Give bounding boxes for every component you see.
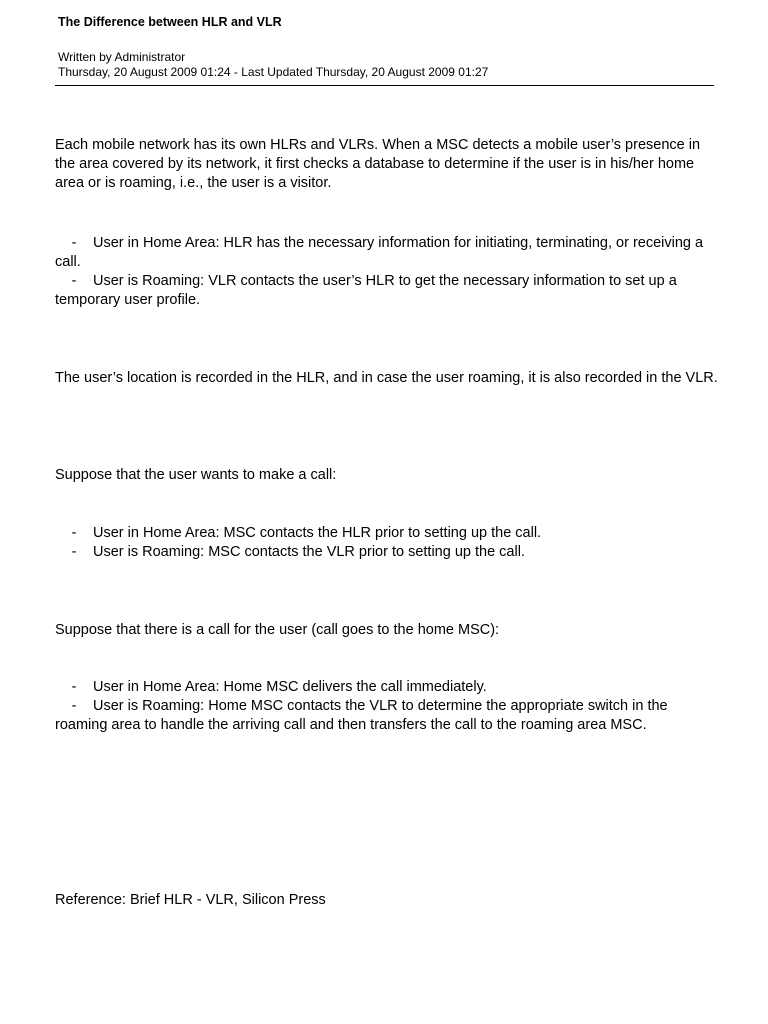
dash-bullet: - — [71, 698, 77, 714]
list-item-text: User is Roaming: MSC contacts the VLR prior to setting up the call. — [93, 544, 525, 560]
make-call-paragraph: Suppose that the user wants to make a call: — [55, 467, 337, 483]
list-item — [55, 272, 720, 310]
list-item — [55, 524, 720, 543]
list-item-text: User in Home Area: HLR has the necessary information for initiating, terminating, or receiving a call. — [55, 235, 704, 270]
list-item — [55, 678, 720, 697]
list-item-text: User is Roaming: VLR contacts the user’s HLR to get the necessary information to set up a temporary user profile. — [55, 273, 677, 308]
reference-line: Reference: Brief HLR - VLR, Silicon Press — [55, 892, 326, 908]
incoming-call-paragraph: Suppose that there is a call for the user (call goes to the home MSC): — [55, 622, 500, 638]
dash-bullet: - — [71, 273, 77, 289]
article-author: Written by Administrator — [58, 50, 186, 64]
article-title: The Difference between HLR and VLR — [58, 15, 282, 29]
make-call-list — [55, 524, 720, 562]
intro-paragraph: Each mobile network has its own HLRs and VLRs. When a MSC detects a mobile user’s presence in the area covered by its network, it first checks a database to determine if the user is in his/her home area or is roaming, i.e., the user is a visitor. — [55, 137, 701, 191]
list-item — [55, 234, 720, 272]
list-item-text: User in Home Area: MSC contacts the HLR prior to setting up the call. — [93, 525, 542, 541]
list-item — [55, 543, 720, 562]
dash-bullet: - — [71, 235, 77, 251]
dash-bullet: - — [71, 544, 77, 560]
list-item — [55, 697, 720, 735]
list-item-text: User is Roaming: Home MSC contacts the VLR to determine the appropriate switch in the roaming area to handle the arriving call and then transfers the call to the roaming area MSC. — [55, 698, 668, 733]
article-dates: Thursday, 20 August 2009 01:24 - Last Updated Thursday, 20 August 2009 01:27 — [58, 65, 489, 79]
incoming-call-list — [55, 678, 720, 735]
dash-bullet: - — [71, 679, 77, 695]
location-paragraph: The user’s location is recorded in the HLR, and in case the user roaming, it is also recorded in the VLR. — [55, 370, 718, 386]
dash-bullet: - — [71, 525, 77, 541]
header-divider — [55, 85, 714, 86]
roaming-info-list — [55, 234, 720, 310]
list-item-text: User in Home Area: Home MSC delivers the call immediately. — [93, 679, 487, 695]
